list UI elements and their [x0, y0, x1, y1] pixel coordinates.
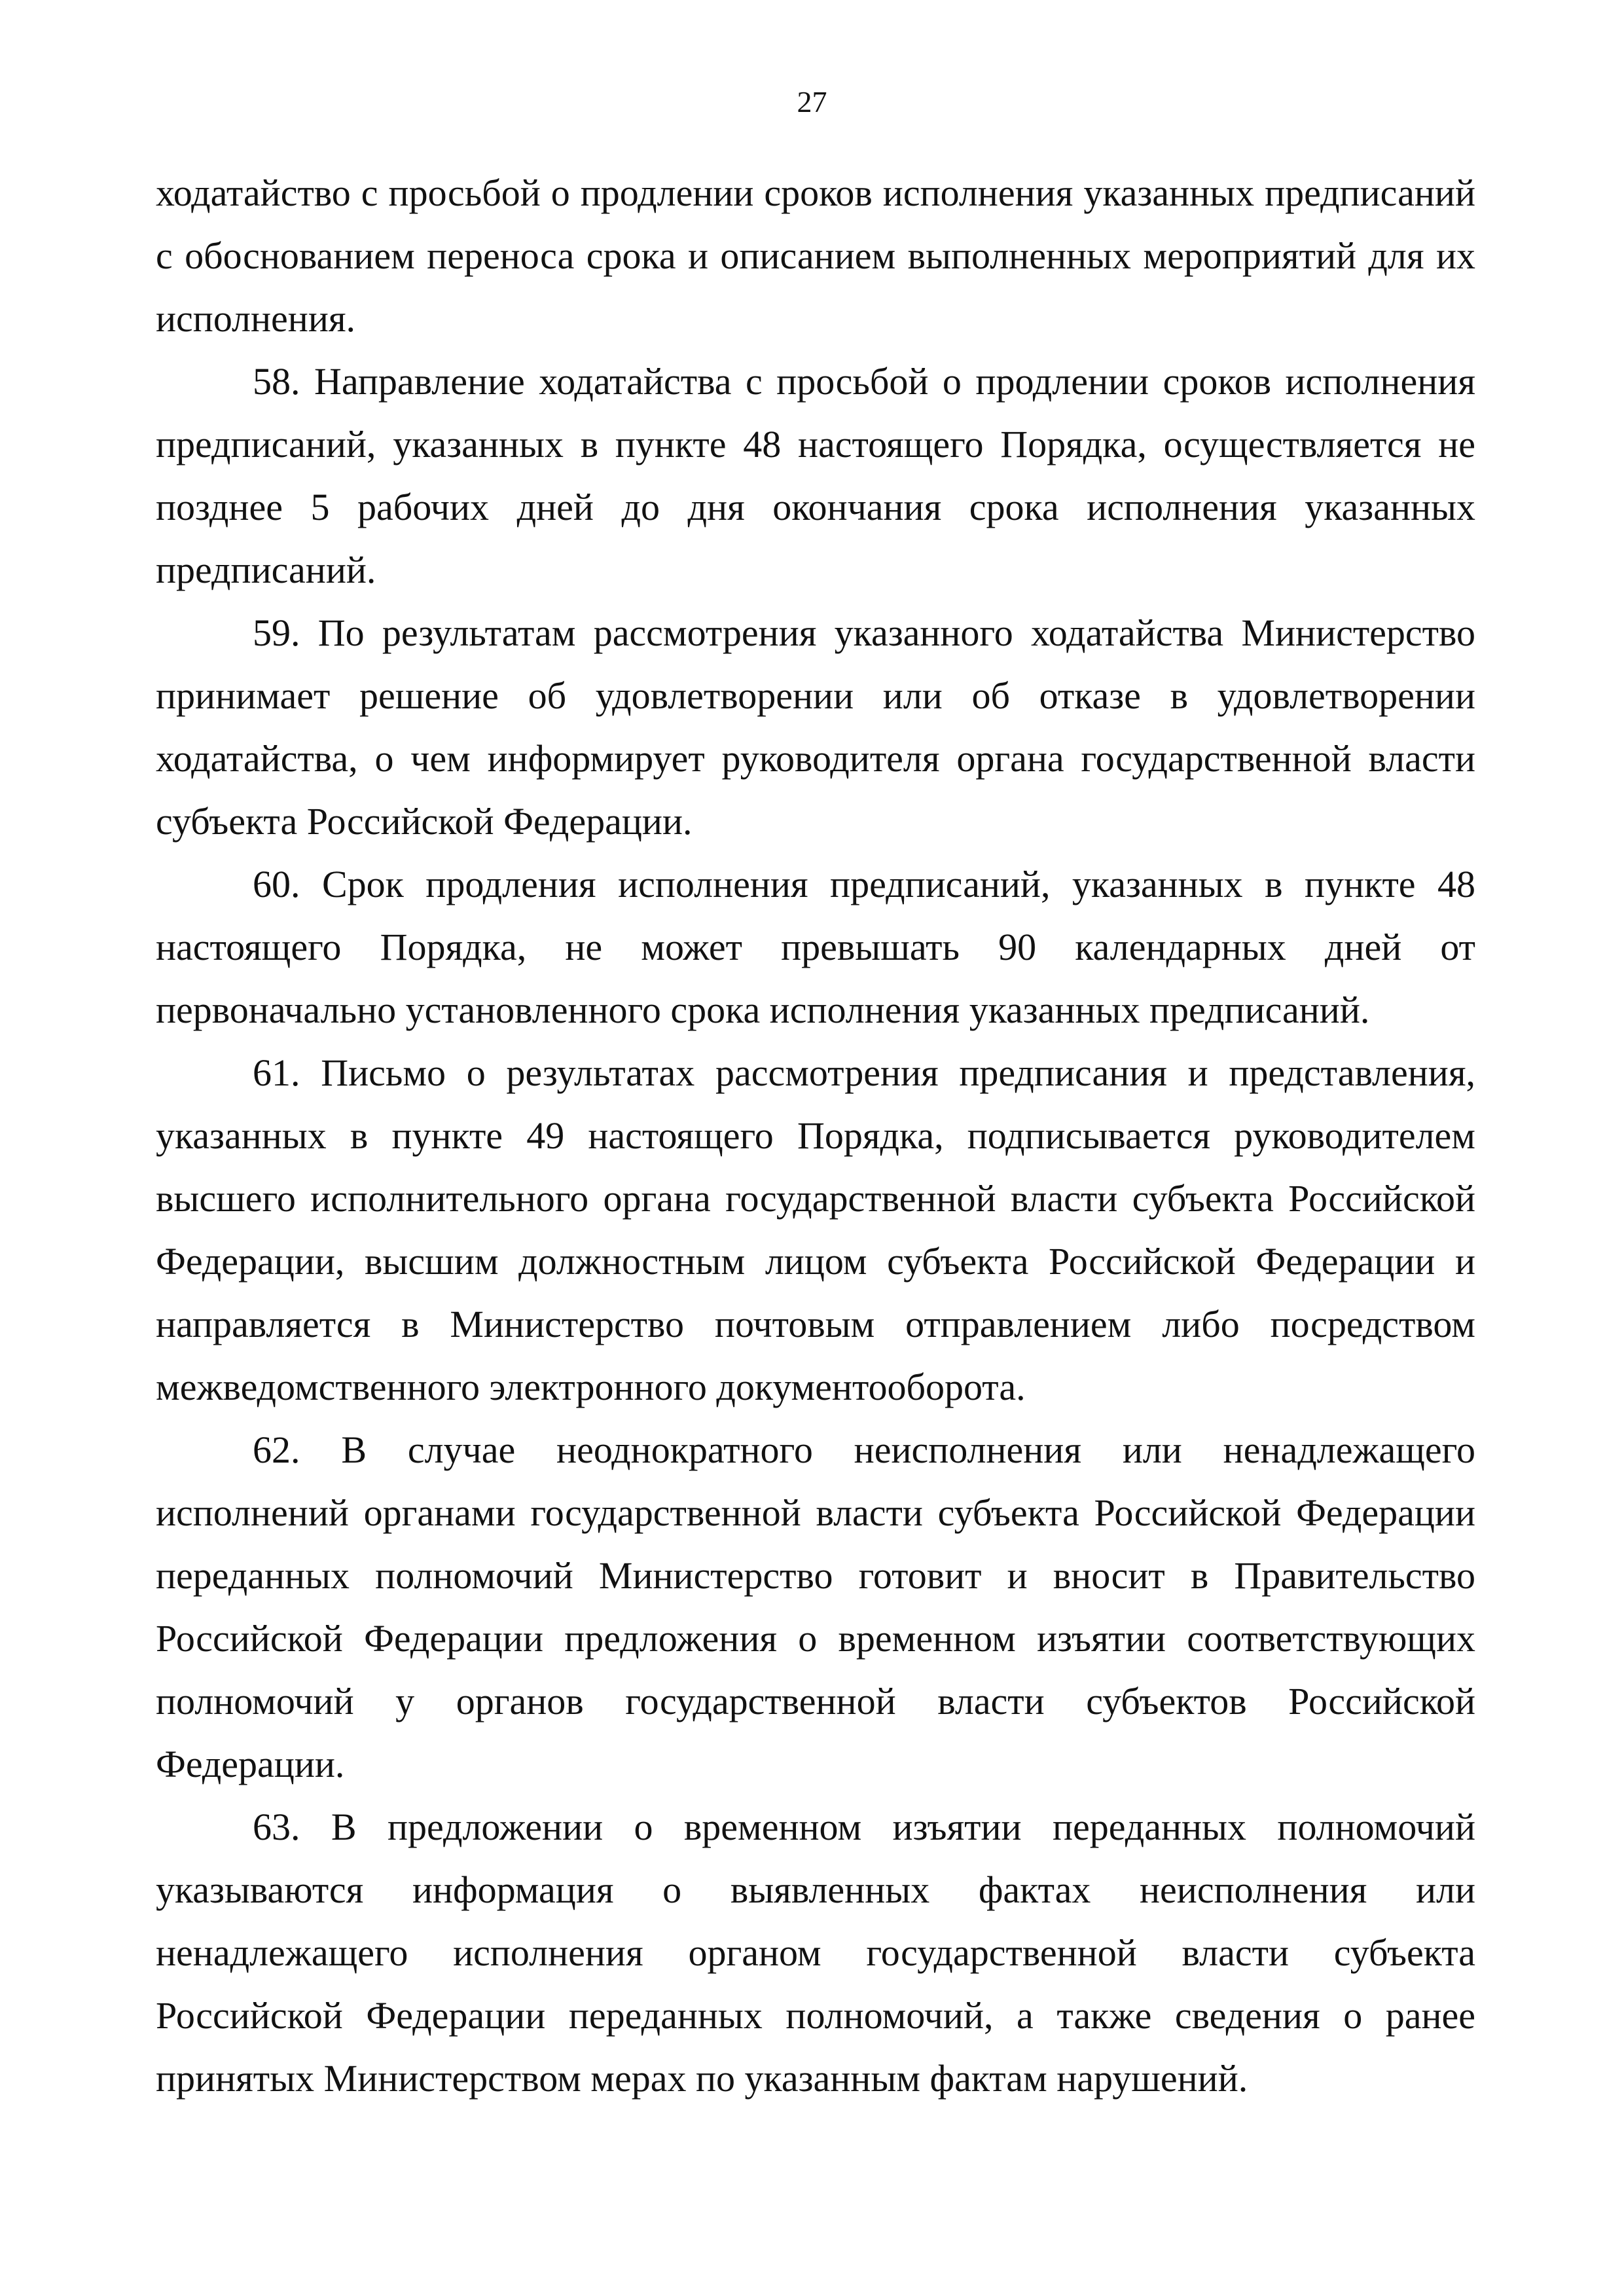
paragraph-63	[156, 1796, 1475, 2110]
paragraph-number: 61.	[253, 1051, 300, 1094]
document-body	[156, 162, 1475, 2110]
paragraph-text: Письмо о результатах рассмотрения предписания и представления, указанных в пункте 49 настоящего Порядка, подписывается руководителем высшего исполнительного органа государственной власти субъекта Российской Федерации, высшим должностным лицом субъекта Российской Федерации и направляется в Министерство почтовым отправлением либо посредством межведомственного электронного документооборота.	[156, 1051, 1476, 1408]
paragraph-number: 58.	[253, 360, 300, 403]
paragraph-text: В предложении о временном изъятии переданных полномочий указываются информация о выявленных фактах неисполнения или ненадлежащего исполнения органом государственной власти субъекта Российской Федерации переданных полномочий, а также сведения о ранее принятых Министерством мерах по указанным фактам нарушений.	[156, 1806, 1476, 2100]
paragraph-number: 63.	[253, 1806, 300, 1848]
paragraph-text: Направление ходатайства с просьбой о продлении сроков исполнения предписаний, указанных в пункте 48 настоящего Порядка, осуществляется не позднее 5 рабочих дней до дня окончания срока исполнения указанных предписаний.	[156, 360, 1475, 591]
paragraph-continuation	[156, 162, 1475, 350]
paragraph-58	[156, 350, 1475, 602]
paragraph-number: 59.	[253, 611, 300, 654]
paragraph-text: По результатам рассмотрения указанного ходатайства Министерство принимает решение об удовлетворении или об отказе в удовлетворении ходатайства, о чем информирует руководителя органа государственной власти субъекта Российской Федерации.	[156, 611, 1476, 843]
paragraph-60	[156, 853, 1475, 1042]
paragraph-number: 62.	[253, 1429, 300, 1471]
paragraph-text: В случае неоднократного неисполнения или ненадлежащего исполнений органами государственной власти субъекта Российской Федерации переданных полномочий Министерство готовит и вносит в Правительство Российской Федерации предложения о временном изъятии соответствующих полномочий у органов государственной власти субъектов Российской Федерации.	[156, 1429, 1476, 1785]
page-number: 27	[797, 85, 827, 118]
paragraph-59	[156, 602, 1475, 853]
paragraph-text: Срок продления исполнения предписаний, указанных в пункте 48 настоящего Порядка, не может превышать 90 календарных дней от первоначально установленного срока исполнения указанных предписаний.	[156, 863, 1476, 1031]
paragraph-text: ходатайство с просьбой о продлении сроков исполнения указанных предписаний с обоснованием переноса срока и описанием выполненных мероприятий для их исполнения.	[156, 172, 1475, 340]
paragraph-number: 60.	[253, 863, 300, 905]
paragraph-62	[156, 1419, 1475, 1796]
paragraph-61	[156, 1042, 1475, 1419]
